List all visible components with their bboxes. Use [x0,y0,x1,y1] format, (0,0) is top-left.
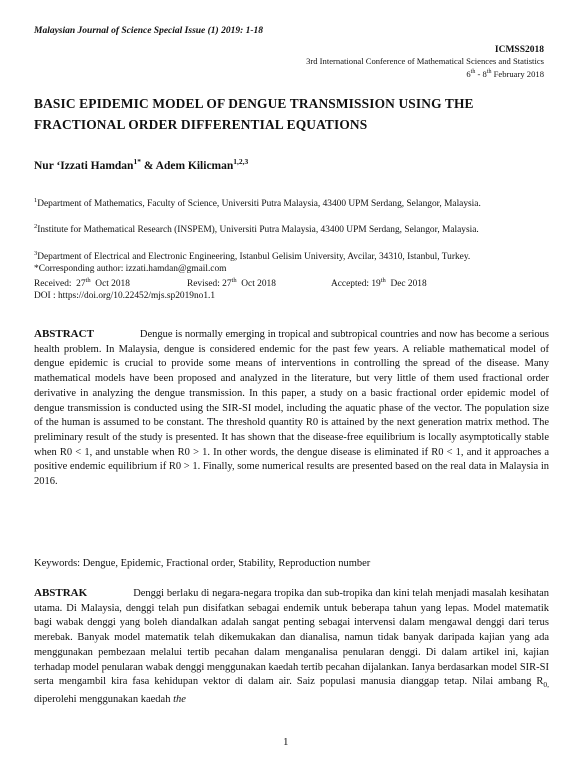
abstract-text: Dengue is normally emerging in tropical and subtropical countries and now has become a serious health problem. In Malaysia, dengue is considered endemic for the past few years. A reliable mathematical model of dengue epidemic is crucial to provide some means of interventions in controlling the spread of the disease. Many mathematical models have been proposed and analyzed in the literature, but very little of them used fractional order derivative in analyzing the dengue transmission. In this paper, a study on a basic fractional order epidemic model of dengue transmission is conducted using the SIR-SI model, including the aquatic phase of the vector. The population size of the human is assumed to be constant. The threshold quantity R0 is attained by the next generation matrix method. The preliminary result of the study is presented. It has shown that the disease-free equilibrium is locally asymptotically stable when R0 < 1, and unstable when R0 > 1. In other words, the dengue disease is eliminated if R0 < 1, and it approaches a positive endemic equilibrium if R0 > 1. Finally, some numerical results are presented based on the real data in Malaysia in 2016. [34,329,549,488]
paper-title [34,93,549,135]
author-line: Nur ‘Izzati Hamdan$^{1*}$ & Adem Kilicman$^{1,2,3}$ [34,157,249,172]
corresponding-author: *Corresponding author: izzati.hamdan@gmail.com [34,264,227,274]
affiliation-1: $^1$Department of Mathematics, Faculty of Science, Universiti Putra Malaysia, 43400 UPM Serdang, Selangor, Malaysia. [34,197,481,210]
conference-block [306,45,544,80]
abstrak-tail: diperolehi menggunakan kaedah [34,694,174,706]
conference-name: 3rd International Conference of Mathematical Sciences and Statistics [306,56,544,66]
revised-date: Revised: 27th Oct 2018 [187,277,276,290]
page-number: 1 [283,736,289,748]
abstract [34,327,549,490]
affiliation-2: $^2$Institute for Mathematical Research (INSPEM), Universiti Putra Malaysia, 43400 UPM Serdang, Selangor, Malaysia. [34,223,479,236]
abstract-heading: ABSTRACT [34,328,94,340]
title-line-2: FRACTIONAL ORDER DIFFERENTIAL EQUATIONS [34,117,368,132]
abstrak-text: Denggi berlaku di negara-negara tropika dan sub-tropika dan kini telah menjadi masalah kesihatan utama. Di Malaysia, denggi telah pun disifatkan sebagai endemik untuk beberapa tahun yang lepas. Model matematik bagi wabak denggi yang boleh diandalkan adalah sangat penting sebagai intervensi dalam mengawal denggi dari terus merebak. Banyak model matematik telah dikemukakan dan dianalisa, namun tidak banyak daripada kajian yang ada menggunakan pembezaan melalui tertib pecahan dalam menganalisa penularan denggi. Di dalam artikel ini, kajian terhadap model penularan wabak denggi menggunakan kaedah tertib pecahan dijalankan. Ianya berdasarkan model SIR-SI serta mengambil kira fasa kehidupan vektor di dalam air. Saiz populasi manusia dianggap tetap. Nilai ambang R [34,588,549,688]
keywords: Keywords: Dengue, Epidemic, Fractional order, Stability, Reproduction number [34,558,371,569]
affiliation-3: $^3$Department of Electrical and Electronic Engineering, Istanbul Gelisim University, Avcilar, 34310, Istanbul, Turkey. [34,250,471,263]
journal-header: Malaysian Journal of Science Special Issue (1) 2019: 1-18 [34,26,264,36]
abstrak-italic: the [173,694,186,706]
doi: DOI : https://doi.org/10.22452/mjs.sp2019no1.1 [34,291,216,301]
conference-dates: 6th - 8th February 2018 [466,68,544,79]
abstrak-heading: ABSTRAK [34,587,88,599]
received-date: Received: 27th Oct 2018 [34,277,130,290]
abstrak [34,586,549,708]
title-line-1: BASIC EPIDEMIC MODEL OF DENGUE TRANSMISSION USING THE [34,96,474,111]
accepted-date: Accepted: 19th Dec 2018 [331,277,427,290]
abstrak-sub: 0, [543,680,549,690]
conference-code: ICMSS2018 [494,45,544,55]
